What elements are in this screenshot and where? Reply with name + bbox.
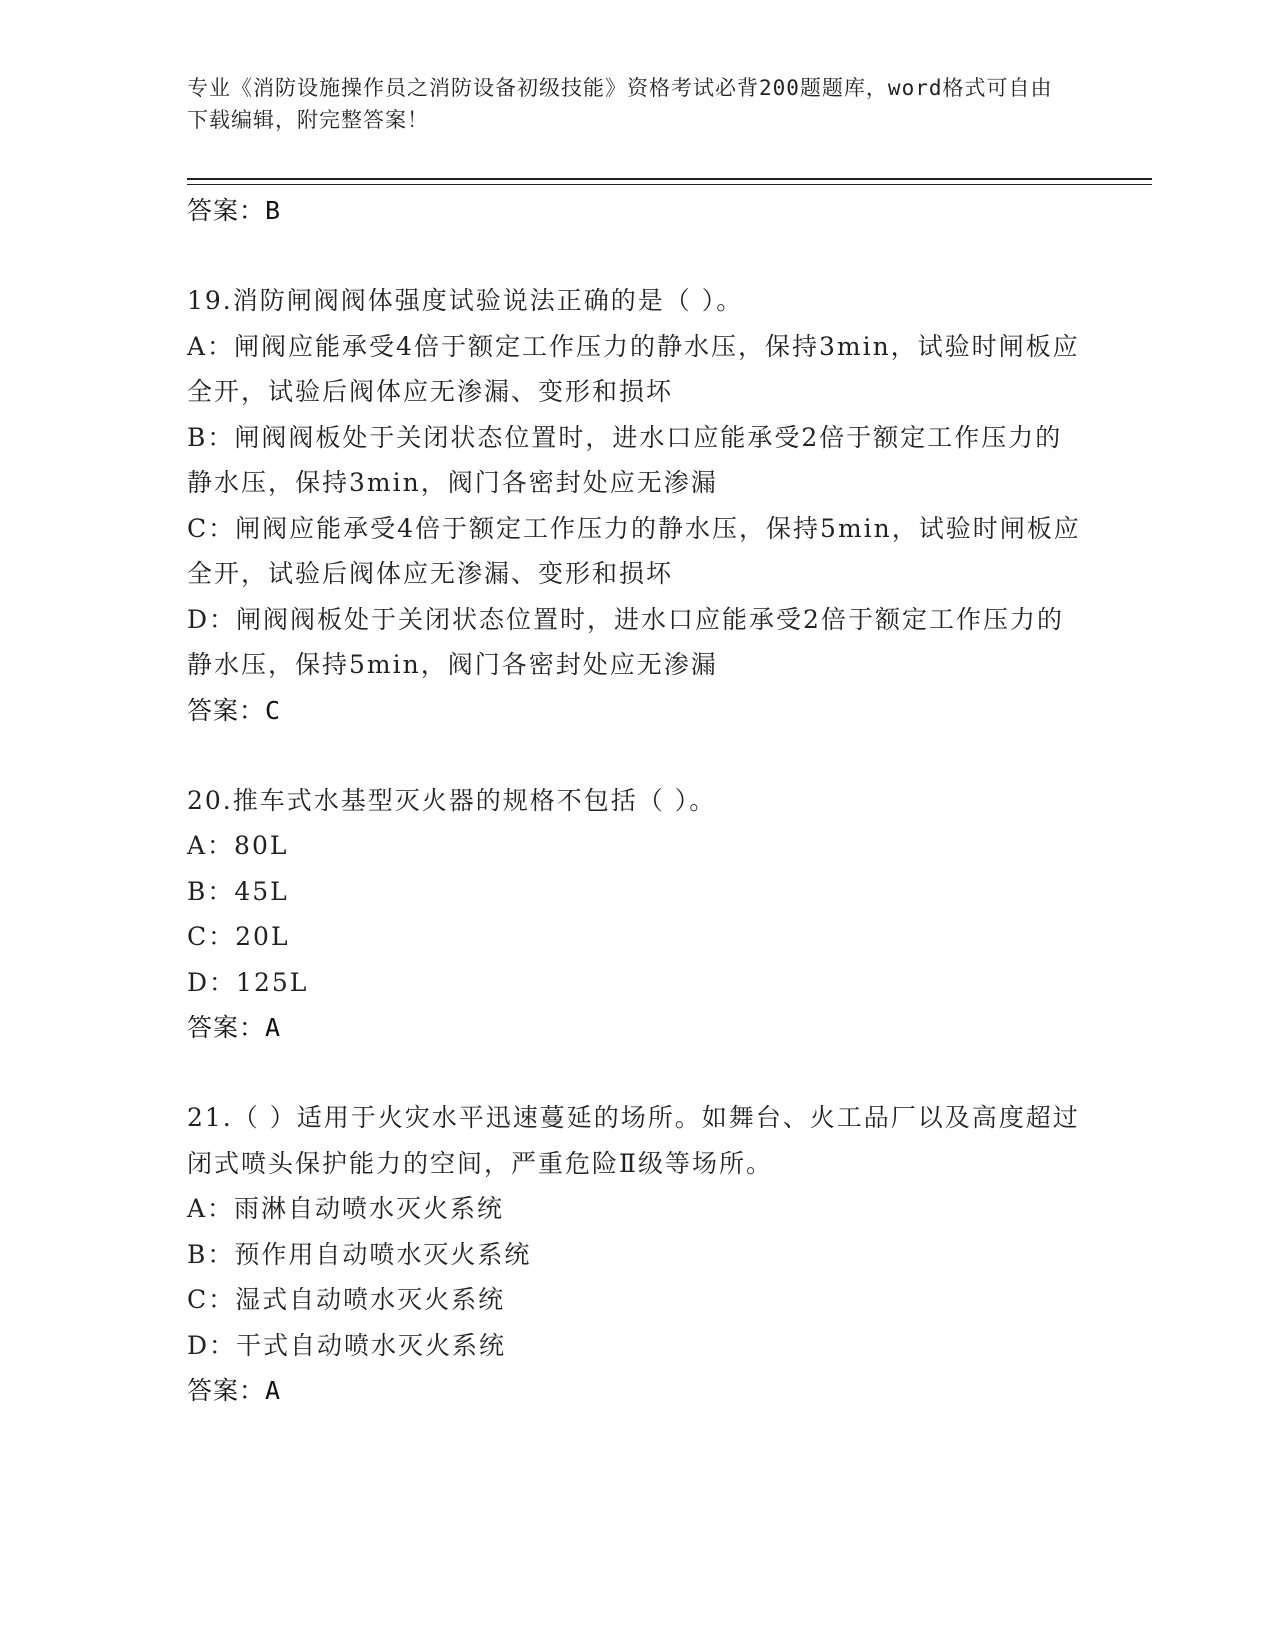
- option-a: A：80L: [187, 831, 289, 860]
- option-a: A：雨淋自动喷水灭火系统: [187, 1194, 505, 1223]
- header-divider-thick: [187, 178, 1152, 180]
- option-d: D：125L: [187, 967, 309, 997]
- question-stem: 20.推车式水基型灭火器的规格不包括（ ）。: [187, 785, 717, 815]
- option-a: A：闸阀应能承受4倍于额定工作压力的静水压，保持3min，试验时闸板应全开，试验后阀体应无渗漏、变形和损坏: [187, 331, 1080, 406]
- answer-line: 答案：B: [187, 196, 282, 225]
- answer-line: 答案：C: [187, 695, 282, 725]
- question-20: [187, 778, 1087, 1052]
- document-header: 专业《消防设施操作员之消防设备初级技能》资格考试必背200题题库，word格式可自由下载编辑，附完整答案！: [187, 76, 1053, 132]
- document-body: [187, 188, 1087, 1414]
- option-d: D：闸阀阀板处于关闭状态位置时，进水口应能承受2倍于额定工作压力的静水压，保持5min，阀门各密封处应无渗漏: [187, 604, 1064, 679]
- question-stem: 21.（ ）适用于火灾水平迅速蔓延的场所。如舞台、火工品厂以及高度超过闭式喷头保护能力的空间，严重危险Ⅱ级等场所。: [187, 1103, 1080, 1178]
- option-b: B：45L: [187, 876, 289, 906]
- option-d: D：干式自动喷水灭火系统: [187, 1330, 507, 1360]
- option-c: C：20L: [187, 922, 290, 951]
- question-stem: 19.消防闸阀阀体强度试验说法正确的是（ ）。: [187, 286, 744, 315]
- answer-line: 答案：A: [187, 1013, 282, 1042]
- question-21: [187, 1095, 1087, 1414]
- option-b: B：预作用自动喷水灭火系统: [187, 1239, 532, 1269]
- answer-line: 答案：A: [187, 1376, 282, 1405]
- option-b: B：闸阀阀板处于关闭状态位置时，进水口应能承受2倍于额定工作压力的静水压，保持3min，阀门各密封处应无渗漏: [187, 422, 1063, 497]
- header-divider-thin: [187, 184, 1152, 185]
- question-19: [187, 278, 1087, 734]
- option-c: C：湿式自动喷水灭火系统: [187, 1285, 506, 1314]
- option-c: C：闸阀应能承受4倍于额定工作压力的静水压，保持5min，试验时闸板应全开，试验后阀体应无渗漏、变形和损坏: [187, 513, 1081, 588]
